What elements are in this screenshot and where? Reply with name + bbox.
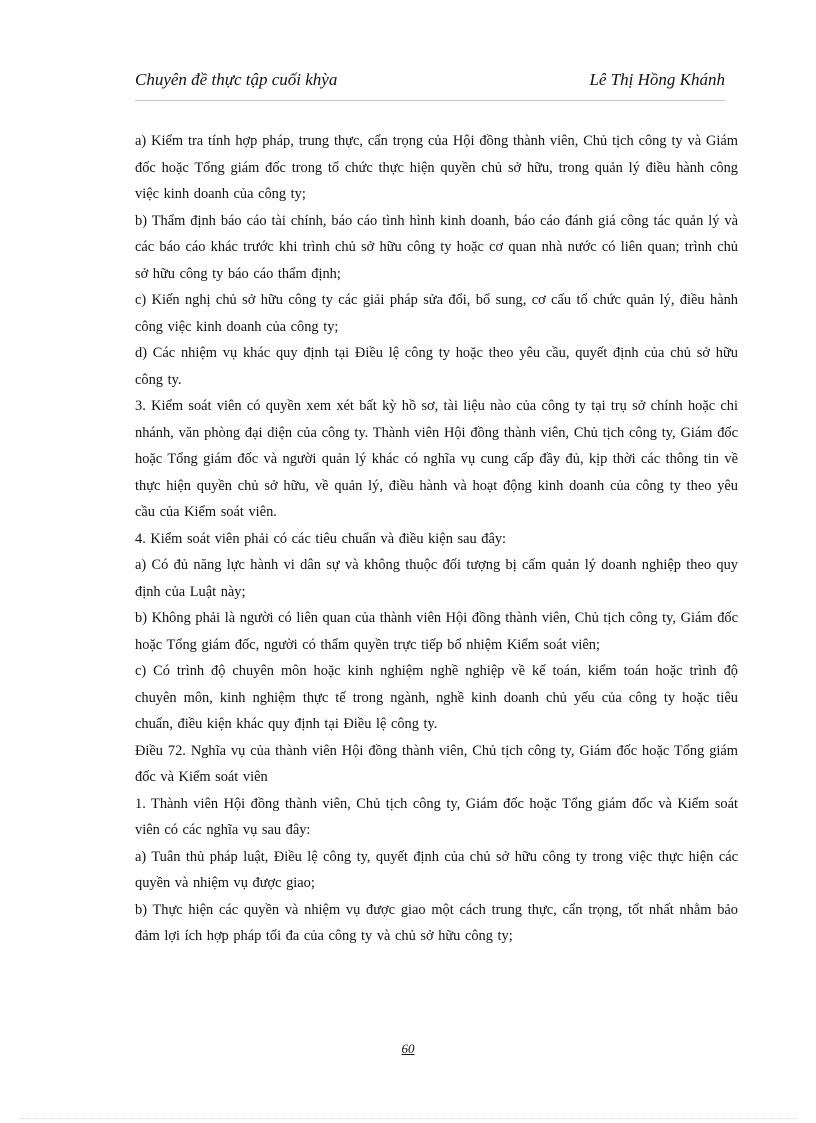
paragraph-3-inspector-rights: 3. Kiểm soát viên có quyền xem xét bất kỳ hồ sơ, tài liệu nào của công ty tại trụ sở chính hoặc chi nhánh, văn phòng đại diện của công ty. Thành viên Hội đồng thành viên, Chủ tịch công ty, Giám đốc hoặc Tổng giám đốc và người quản lý khác có nghĩa vụ cung cấp đầy đủ, kịp thời các thông tin về thực hiện quyền chủ sở hữu, về quản lý, điều hành và hoạt động kinh doanh của công ty theo yêu cầu của Kiểm soát viên. xyxy=(135,398,738,520)
paragraph-4a-civil-capacity: a) Có đủ năng lực hành vi dân sự và không thuộc đối tượng bị cấm quản lý doanh nghiệp theo quy định của Luật này; xyxy=(135,557,738,600)
paragraph-4-inspector-criteria: 4. Kiểm soát viên phải có các tiêu chuẩn và điều kiện sau đây: xyxy=(135,530,507,547)
paragraph-1-obligations: 1. Thành viên Hội đồng thành viên, Chủ tịch công ty, Giám đốc hoặc Tổng giám đốc và Kiểm soát viên có các nghĩa vụ sau đây: xyxy=(135,795,738,838)
document-body xyxy=(135,128,738,950)
paragraph-b-appraise-reports: b) Thẩm định báo cáo tài chính, báo cáo tình hình kinh doanh, báo cáo đánh giá công tác quản lý và các báo cáo khác trước khi trình chủ sở hữu công ty hoặc cơ quan nhà nước có liên quan; trình chủ sở hữu công ty báo cáo thẩm định; xyxy=(135,212,738,282)
paragraph-1b-perform-duties: b) Thực hiện các quyền và nhiệm vụ được giao một cách trung thực, cẩn trọng, tốt nhất nhằm bảo đảm lợi ích hợp pháp tối đa của công ty và chủ sở hữu công ty; xyxy=(135,901,738,944)
header-author: Lê Thị Hồng Khánh xyxy=(589,70,725,89)
page-number: 60 xyxy=(401,1041,415,1056)
header-title: Chuyên đề thực tập cuối khỳa xyxy=(135,70,338,89)
header-divider xyxy=(135,100,725,101)
paragraph-c-recommend-solutions: c) Kiến nghị chủ sở hữu công ty các giải pháp sửa đổi, bổ sung, cơ cấu tổ chức quản lý, điều hành công việc kinh doanh của công ty; xyxy=(135,292,738,335)
paragraph-4b-not-related: b) Không phải là người có liên quan của thành viên Hội đồng thành viên, Chủ tịch công ty, Giám đốc hoặc Tổng giám đốc, người có thẩm quyền trực tiếp bổ nhiệm Kiểm soát viên; xyxy=(135,610,738,653)
paragraph-d-other-duties: d) Các nhiệm vụ khác quy định tại Điều lệ công ty hoặc theo yêu cầu, quyết định của chủ sở hữu công ty. xyxy=(135,345,738,388)
page-header xyxy=(135,70,725,98)
paragraph-a-check-legality: a) Kiểm tra tính hợp pháp, trung thực, cẩn trọng của Hội đồng thành viên, Chủ tịch công ty và Giám đốc hoặc Tổng giám đốc trong tổ chức thực hiện quyền chủ sở hữu, trong quản lý điều hành công việc kinh doanh của công ty; xyxy=(135,133,738,202)
footer-divider xyxy=(20,1118,796,1119)
article-72-heading: Điều 72. Nghĩa vụ của thành viên Hội đồng thành viên, Chủ tịch công ty, Giám đốc hoặc Tổng giám đốc và Kiểm soát viên xyxy=(135,742,738,785)
paragraph-1a-comply-law: a) Tuân thủ pháp luật, Điều lệ công ty, quyết định của chủ sở hữu công ty trong việc thực hiện các quyền và nhiệm vụ được giao; xyxy=(135,848,738,891)
paragraph-4c-qualifications: c) Có trình độ chuyên môn hoặc kinh nghiệm nghề nghiệp về kế toán, kiểm toán hoặc trình độ chuyên môn, kinh nghiệm thực tế trong ngành, nghề kinh doanh chủ yếu của công ty hoặc tiêu chuẩn, điều kiện khác quy định tại Điều lệ công ty. xyxy=(135,663,738,732)
